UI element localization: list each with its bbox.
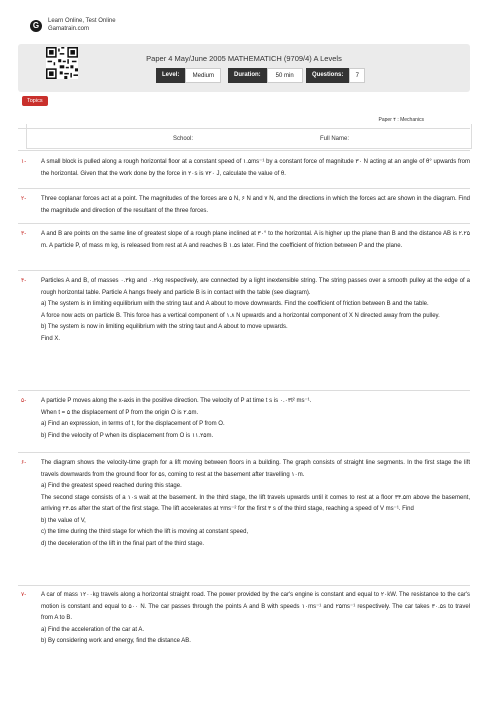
question-text: A small block is pulled along a rough horizontal floor at a constant speed of ۱.۵ms⁻¹ by a constant force of magnitude ۳۰ N acting at an angle of θ° upwards from the horizontal. Given that the work done by the force in ۲۰s is ۷۲۰ J, calculate the value of θ. <box>41 159 470 177</box>
exam-title: Paper 4 May/June 2005 MATHEMATICH (9709/4) A Levels <box>146 54 342 63</box>
questions-value: 7 <box>349 68 365 83</box>
fullname-label: Full Name: <box>320 136 350 142</box>
question-part-b: b) the value of V, <box>41 517 86 524</box>
question-part-a: a) Find the acceleration of the car at A. <box>41 626 145 633</box>
divider <box>18 188 470 189</box>
question-part-b: b) The system is now in limiting equilibrium with the string taut and A about to move upwards. <box>41 324 288 330</box>
brand-site[interactable]: Gamatrain.com <box>48 26 90 32</box>
question-part-c: c) the time during the third stage for which the lift is moving at constant speed, <box>41 529 249 535</box>
question-number: ۱- <box>21 159 27 165</box>
qr-code-icon <box>46 47 78 79</box>
question-number: ۷- <box>21 592 27 598</box>
question-number: ۲- <box>21 196 27 202</box>
questions-label: Questions: <box>306 68 349 83</box>
divider <box>18 270 470 271</box>
question-text: The diagram shows the velocity-time graph for a lift moving between floors in a building. The graph consists of straight line segments. In the first stage the lift travels downwards from the ground floor for ۵s, coming to rest at the basement after travelling ۱۰m. <box>41 460 470 478</box>
divider <box>18 452 470 453</box>
question-text: The second stage consists of a ۱۰s wait at the basement. In the third stage, the lift travels upwards until it comes to rest at a floor ۳۴.۵m above the basement, arriving ۲۴.۵s after the start of the first stage. The lift accelerates at ۲ms⁻² for the first ۳ s of the third stage, reaching a speed of V ms⁻¹. Find <box>41 494 470 512</box>
question-2 <box>21 194 470 217</box>
question-1 <box>21 157 470 180</box>
question-4 <box>21 276 470 345</box>
brand <box>30 17 116 33</box>
duration-meta <box>228 68 303 83</box>
topics-text: Paper ۴ : Mechanics <box>378 117 424 123</box>
question-number: ۴- <box>21 278 27 284</box>
question-text: Find X. <box>41 335 61 342</box>
divider <box>18 128 470 129</box>
school-label: School: <box>173 136 194 142</box>
level-meta <box>156 68 221 83</box>
topics-tag[interactable]: Topics <box>22 96 48 106</box>
question-text: A force now acts on particle B. This force has a vertical component of ۱.۸ N upwards and a horizontal component of X N directed away from the pulley. <box>41 312 440 319</box>
question-number: ۳- <box>21 231 27 237</box>
question-number: ۵- <box>21 398 27 404</box>
question-text: Three coplanar forces act at a point. The magnitudes of the forces are ۵ N, ۶ N and ۷ N, and the directions in which the forces act are shown in the diagram. Find the magnitude and direction of the resultant of the three forces. <box>41 196 470 214</box>
question-text: A particle P moves along the x-axis in the positive direction. The velocity of P at time t s is ۰.۰۳t² ms⁻¹. <box>41 398 312 404</box>
question-part-a: a) Find the greatest speed reached during this stage. <box>41 483 182 489</box>
question-part-b: b) Find the velocity of P when its displacement from O is ۱۱.۲۵m. <box>41 432 214 439</box>
question-part-d: d) the deceleration of the lift in the final part of the third stage. <box>41 540 205 547</box>
question-part-a: a) Find an expression, in terms of t, for the displacement of P from O. <box>41 421 225 427</box>
exam-header-card <box>18 44 470 92</box>
question-text: Particles A and B, of masses ۰.۳kg and ۰.۲kg respectively, are connected by a light inextensible string. The string passes over a smooth pulley at the edge of a rough horizontal table. Particle A hangs freely and particle B is in contact with the table (see diagram). <box>41 278 470 296</box>
question-5 <box>21 396 470 442</box>
question-3 <box>21 229 470 252</box>
level-label: Level: <box>156 68 185 83</box>
divider <box>18 585 470 586</box>
brand-tagline: Learn Online, Test Online <box>48 18 116 24</box>
duration-label: Duration: <box>228 68 267 83</box>
question-text: When t = ۵ the displacement of P from the origin O is ۲.۵m. <box>41 409 199 416</box>
duration-value: 50 min <box>267 68 303 83</box>
divider <box>18 223 470 224</box>
divider <box>18 390 470 391</box>
question-part-b: b) By considering work and energy, find the distance AB. <box>41 638 191 644</box>
question-number: ۶- <box>21 460 27 466</box>
divider <box>18 150 470 151</box>
question-text: A and B are points on the same line of greatest slope of a rough plane inclined at ۳۰° to the horizontal. A is higher up the plane than B and the distance AB is ۲.۲۵ m. A particle P, of mass m kg, is released from rest at A and reaches B ۱.۵s later. Find the coefficient of friction between P and the plane. <box>41 231 470 249</box>
question-7 <box>21 590 470 648</box>
gamatrain-logo-icon: G <box>30 20 42 32</box>
question-part-a: a) The system is in limiting equilibrium with the string taut and A about to move downwards. Find the coefficient of friction between B and the table. <box>41 301 429 307</box>
question-6 <box>21 458 470 550</box>
questions-meta <box>306 68 365 83</box>
level-value: Medium <box>185 68 221 83</box>
question-text: A car of mass ۱۲۰۰kg travels along a horizontal straight road. The power provided by the car's engine is constant and equal to ۲۰kW. The resistance to the car's motion is constant and equal to ۵۰۰ N. The car passes through the points A and B with speeds ۱۰ms⁻¹ and ۲۵ms⁻¹ respectively. The car takes ۳۰.۵s to travel from A to B. <box>41 592 470 621</box>
